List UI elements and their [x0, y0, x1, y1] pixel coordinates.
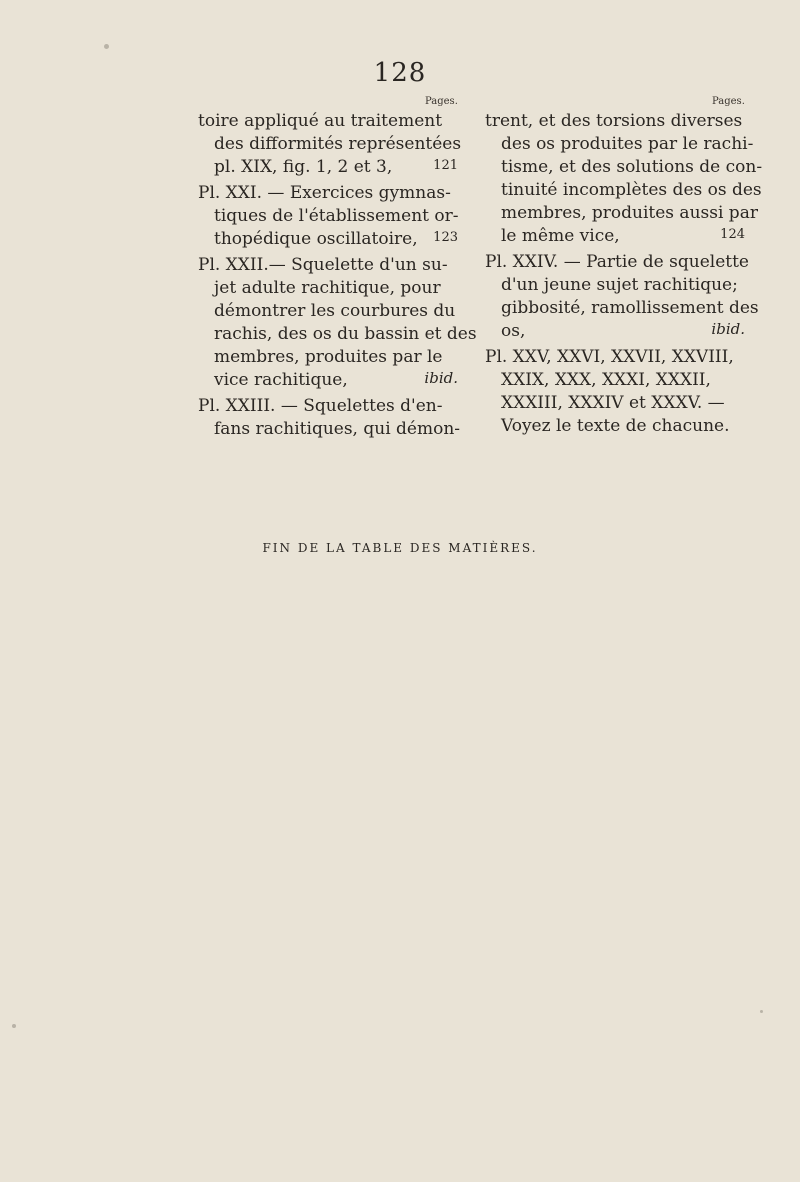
paper-speck	[760, 1010, 763, 1013]
left-column	[198, 110, 477, 444]
page-reference: 121	[433, 158, 458, 173]
table-entry	[198, 182, 458, 251]
pages-label-right: Pages.	[712, 96, 745, 107]
entry-line: le même vice,	[501, 226, 620, 246]
entry-line: rachis, des os du bassin et des	[214, 324, 477, 344]
entry-line: Pl. XXV, XXVI, XXVII, XXVIII,	[485, 347, 734, 367]
entry-line: XXIX, XXX, XXXI, XXXII,	[501, 370, 711, 390]
table-entry	[485, 251, 759, 343]
entry-line: des difformités représentées	[214, 134, 462, 154]
entry-line: Pl. XXIII. — Squelettes d'en-	[198, 396, 443, 416]
entry-line: tinuité incomplètes des os des	[501, 180, 762, 200]
entry-line: démontrer les courbures du	[214, 301, 456, 321]
table-entry	[198, 395, 461, 441]
entry-line: tisme, et des solutions de con-	[501, 157, 763, 177]
entry-line: membres, produites aussi par	[501, 203, 758, 223]
table-entry	[198, 254, 477, 392]
entry-line: Voyez le texte de chacune.	[501, 416, 730, 436]
entry-line: jet adulte rachitique, pour	[214, 278, 441, 298]
entry-line: tiques de l'établissement or-	[214, 206, 459, 226]
entry-line: des os produites par le rachi-	[501, 134, 754, 154]
right-column	[485, 110, 763, 441]
page-reference: ibid.	[424, 369, 458, 387]
pages-label-left: Pages.	[425, 96, 458, 107]
table-entry	[485, 110, 763, 248]
table-entry	[198, 110, 462, 179]
end-of-table-caption: FIN DE LA TABLE DES MATIÈRES.	[262, 541, 538, 555]
entry-line: Pl. XXI. — Exercices gymnas-	[198, 183, 451, 203]
entry-line: vice rachitique,	[214, 370, 348, 390]
entry-line: Pl. XXIV. — Partie de squelette	[485, 252, 749, 272]
table-entry	[485, 346, 745, 438]
page-reference: 124	[720, 227, 745, 242]
page-number: 128	[373, 58, 427, 88]
entry-line: os,	[501, 321, 526, 341]
entry-line: trent, et des torsions diverses	[485, 111, 743, 131]
entry-line: pl. XIX, fig. 1, 2 et 3,	[214, 157, 393, 177]
entry-line: XXXIII, XXXIV et XXXV. —	[501, 393, 725, 413]
entry-line: d'un jeune sujet rachitique;	[501, 275, 738, 295]
paper-speck	[104, 44, 109, 49]
paper-speck	[12, 1024, 16, 1028]
page-reference: 123	[433, 230, 458, 245]
entry-line: toire appliqué au traitement	[198, 111, 443, 131]
entry-line: membres, produites par le	[214, 347, 443, 367]
page-reference: ibid.	[711, 320, 745, 338]
entry-line: thopédique oscillatoire,	[214, 229, 418, 249]
entry-line: Pl. XXII.— Squelette d'un su-	[198, 255, 448, 275]
entry-line: fans rachitiques, qui démon-	[214, 419, 461, 439]
entry-line: gibbosité, ramollissement des	[501, 298, 759, 318]
